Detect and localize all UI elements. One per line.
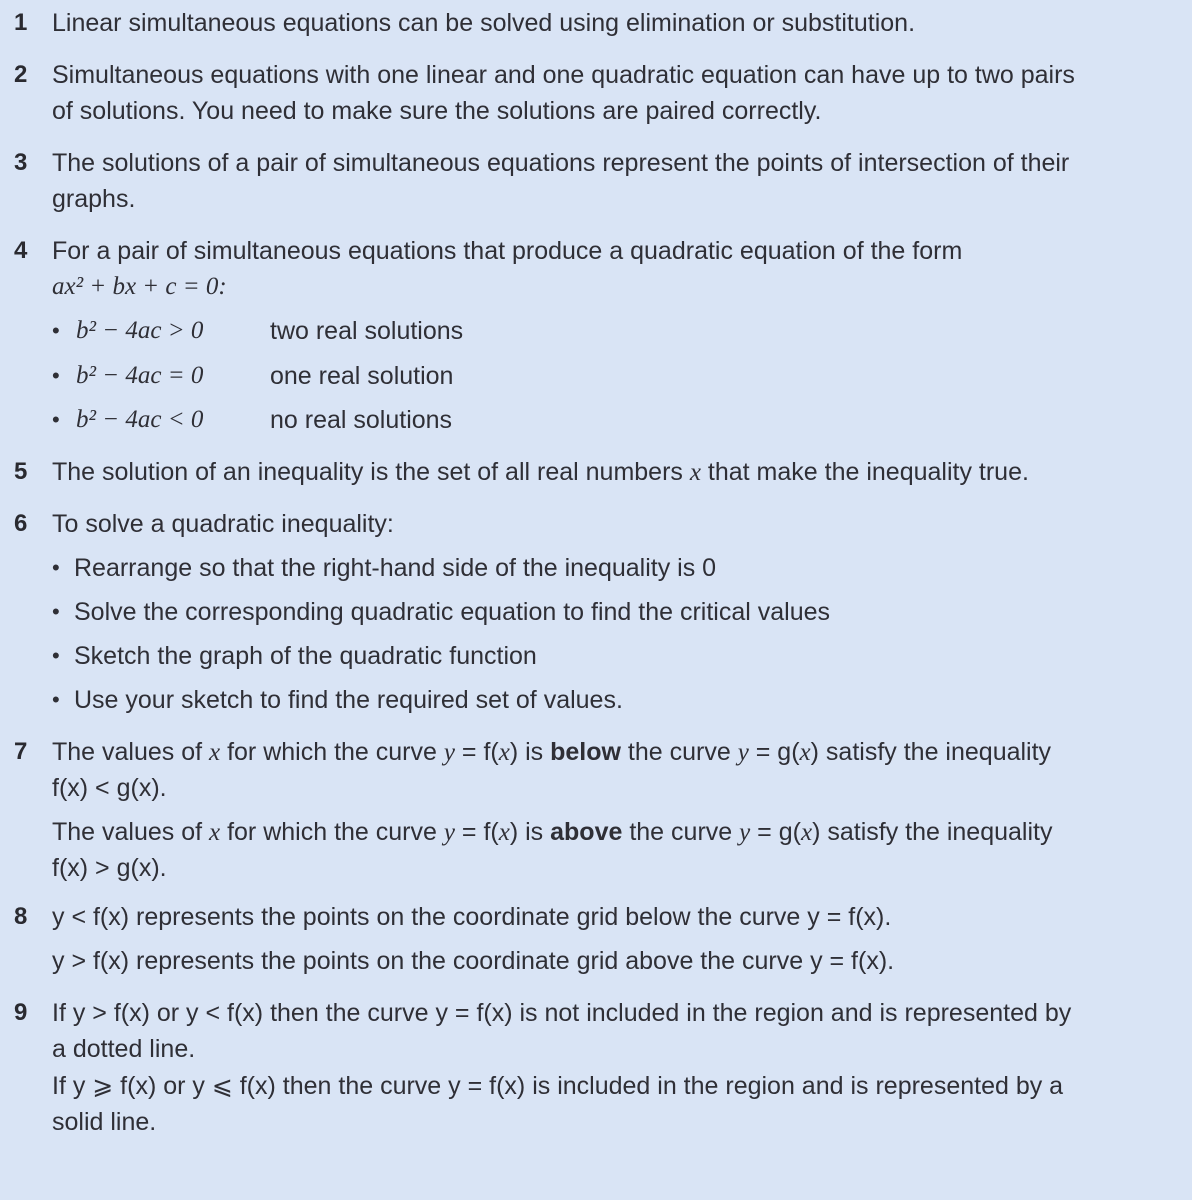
item-2-text-line-2: of solutions. You need to make sure the solutions are paired correctly. (52, 97, 822, 125)
item-9-text-line-2: a dotted line. (52, 1035, 196, 1063)
item-9-text-line-4: solid line. (52, 1108, 157, 1136)
bullet: • (52, 407, 60, 432)
item-number-3: 3 (14, 149, 28, 176)
bullet: • (52, 687, 60, 712)
discriminant-positive-result: two real solutions (270, 317, 464, 345)
item-number-2: 2 (14, 61, 28, 88)
item-number-7: 7 (14, 738, 28, 765)
item-number-5: 5 (14, 458, 28, 485)
item-8-text-line-2: y > f(x) represents the points on the coordinate grid above the curve y = f(x). (52, 947, 895, 975)
step-solve: Solve the corresponding quadratic equation to find the critical values (74, 598, 831, 626)
item-3-text-line-2: graphs. (52, 185, 136, 213)
bullet: • (52, 599, 60, 624)
item-7-text-line-4: f(x) > g(x). (52, 854, 167, 882)
item-8-text-line-1: y < f(x) represents the points on the coordinate grid below the curve y = f(x). (52, 903, 892, 931)
discriminant-positive: b² − 4ac > 0 (76, 317, 204, 344)
item-5-text: The solution of an inequality is the set of all real numbers x that make the inequality true. (52, 458, 1029, 486)
item-6-text: To solve a quadratic inequality: (52, 510, 394, 538)
item-number-6: 6 (14, 510, 28, 537)
item-2-text-line-1: Simultaneous equations with one linear and one quadratic equation can have up to two pairs (52, 61, 1075, 89)
discriminant-negative-result: no real solutions (270, 406, 453, 434)
item-number-8: 8 (14, 903, 28, 930)
item-number-1: 1 (14, 9, 28, 36)
bullet: • (52, 555, 60, 580)
bullet: • (52, 363, 60, 388)
quadratic-general-form: ax² + bx + c = 0: (52, 273, 227, 300)
discriminant-negative: b² − 4ac < 0 (76, 406, 204, 433)
item-4-text-line-1: For a pair of simultaneous equations that produce a quadratic equation of the form (52, 237, 963, 265)
item-3-text-line-1: The solutions of a pair of simultaneous equations represent the points of intersection of their (52, 149, 1070, 177)
step-rearrange: Rearrange so that the right-hand side of the inequality is 0 (74, 554, 717, 582)
item-number-9: 9 (14, 999, 28, 1026)
step-sketch: Sketch the graph of the quadratic function (74, 642, 537, 670)
item-9-text-line-1: If y > f(x) or y < f(x) then the curve y = f(x) is not included in the region and is represented by (52, 999, 1072, 1027)
step-use-sketch: Use your sketch to find the required set of values. (74, 686, 623, 714)
discriminant-zero: b² − 4ac = 0 (76, 362, 204, 389)
bullet: • (52, 318, 60, 343)
item-9-text-line-3: If y ⩾ f(x) or y ⩽ f(x) then the curve y = f(x) is included in the region and is represented by a (52, 1072, 1064, 1100)
discriminant-zero-result: one real solution (270, 362, 454, 390)
bullet: • (52, 643, 60, 668)
item-7-text-line-1: The values of x for which the curve y = f(x) is below the curve y = g(x) satisfy the inequality (52, 738, 1052, 766)
item-1-text: Linear simultaneous equations can be solved using elimination or substitution. (52, 9, 916, 37)
item-7-text-line-3: The values of x for which the curve y = f(x) is above the curve y = g(x) satisfy the inequality (52, 818, 1053, 846)
item-number-4: 4 (14, 237, 28, 264)
item-7-text-line-2: f(x) < g(x). (52, 774, 167, 802)
